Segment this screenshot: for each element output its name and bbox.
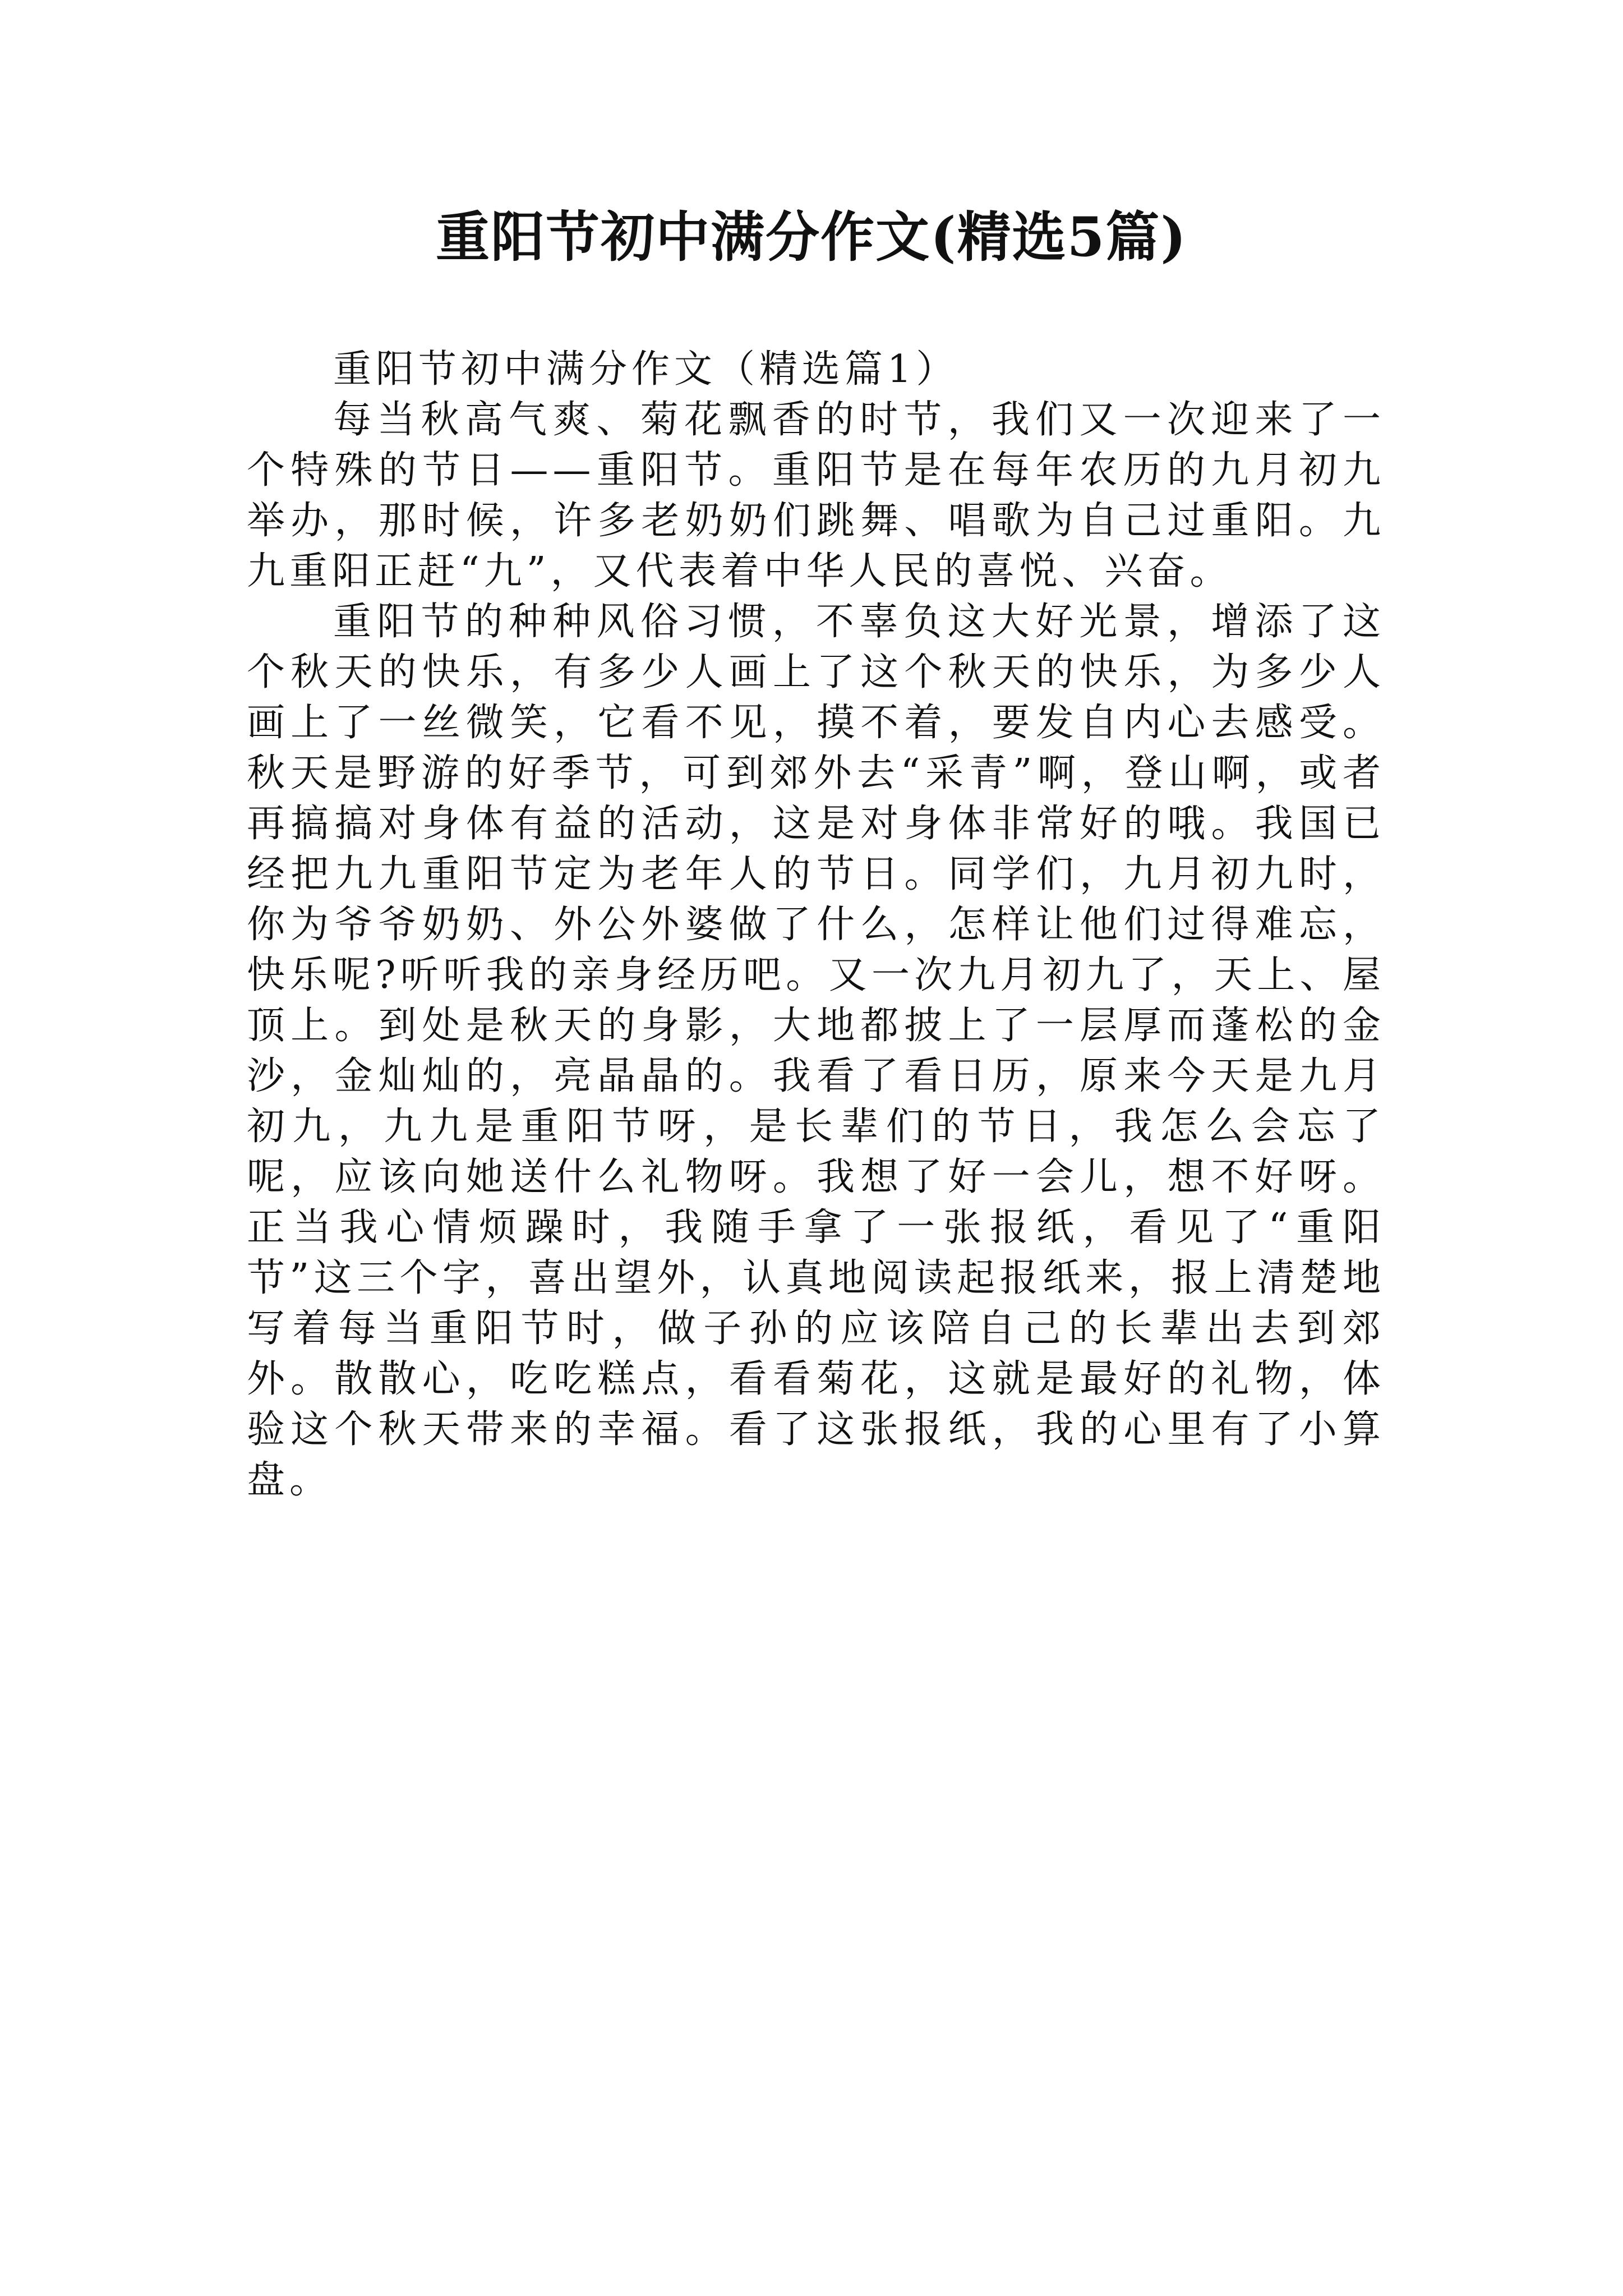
paragraph-2: 重阳节的种种风俗习惯，不辜负这大好光景，增添了这个秋天的快乐，有多少人画上了这个秋天的快乐，为多少人画上了一丝微笑，它看不见，摸不着，要发自内心去感受。秋天是野游的好季节，可到郊外去“采青”啊，登山啊，或者再搞搞对身体有益的活动，这是对身体非常好的哦。我国已经把九九重阳节定为老年人的节日。同学们，九月初九时，你为爷爷奶奶、外公外婆做了什么，怎样让他们过得难忘，快乐呢?听听我的亲身经历吧。又一次九月初九了，天上、屋顶上。到处是秋天的身影，大地都披上了一层厚而蓬松的金沙，金灿灿的，亮晶晶的。我看了看日历，原来今天是九月初九，九九是重阳节呀，是长辈们的节日，我怎么会忘了呢，应该向她送什么礼物呀。我想了好一会儿，想不好呀。正当我心情烦躁时，我随手拿了一张报纸，看见了“重阳节”这三个字，喜出望外，认真地阅读起报纸来，报上清楚地写着每当重阳节时，做子孙的应该陪自己的长辈出去到郊外。散散心，吃吃糕点，看看菊花，这就是最好的礼物，体验这个秋天带来的幸福。看了这张报纸，我的心里有了小算盘。: [247, 600, 1385, 1502]
document-body: [247, 343, 1385, 1506]
paragraph-1: 每当秋高气爽、菊花飘香的时节，我们又一次迎来了一个特殊的节日——重阳节。重阳节是在每年农历的九月初九举办，那时候，许多老奶奶们跳舞、唱歌为自己过重阳。九九重阳正赶“九”，又代表着中华人民的喜悦、兴奋。: [247, 398, 1385, 593]
section-heading: 重阳节初中满分作文（精选篇1）: [333, 347, 959, 392]
document-title: 重阳节初中满分作文(精选5篇): [436, 205, 1187, 269]
